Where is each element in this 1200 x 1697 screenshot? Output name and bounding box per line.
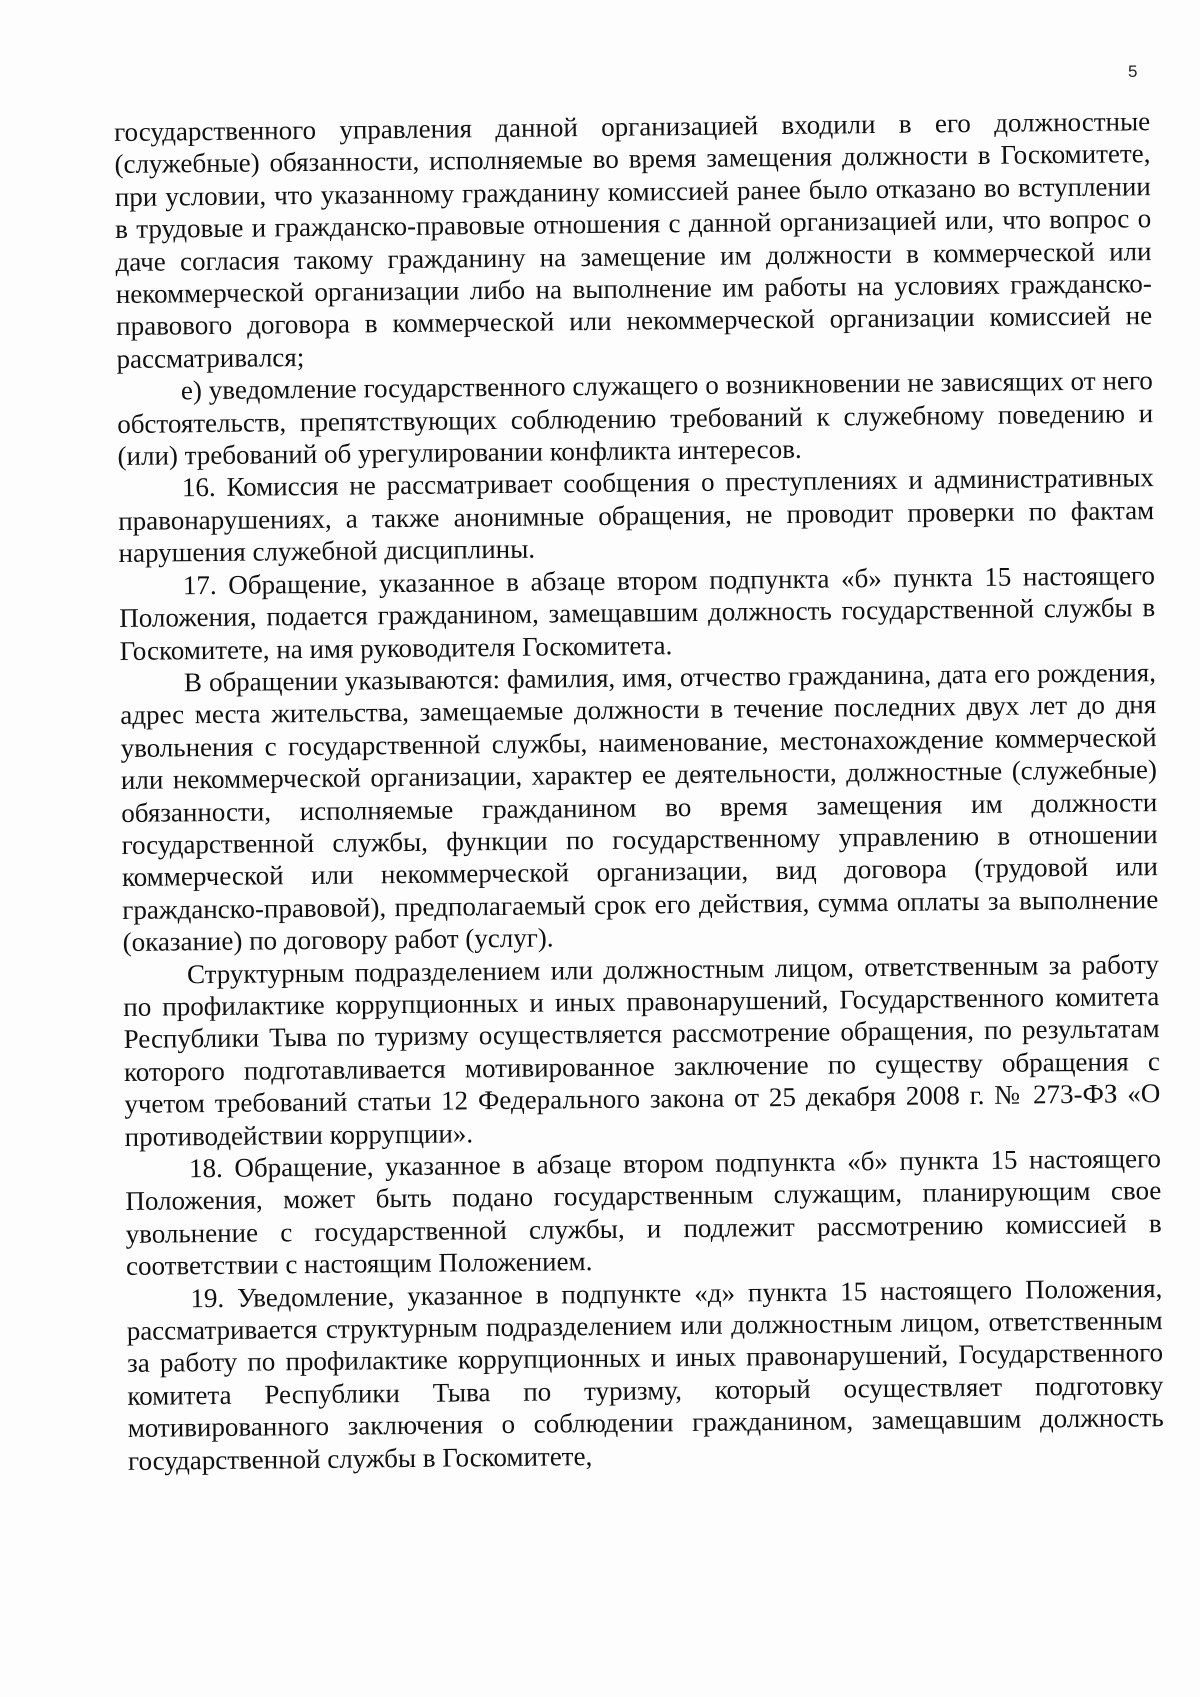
paragraph-19: 19. Уведомление, указанное в подпункте «д» пункта 15 настоящего Положения, рассматривается структурным подразделением или должностным лицом, ответственным за работу по профилактике коррупционных и иных правонарушений, Государственного комитета Республики Тыва по туризму, который осуществляет подготовку мотивированного заключения о соблюдении гражданином, замещавшим должность государственной службы в Госкомитете, <box>126 1272 1164 1476</box>
paragraph-17-review: Структурным подразделением или должностным лицом, ответственным за работу по профилактике коррупционных и иных правонарушений, Государственного комитета Республики Тыва по туризму осуществляется рассмотрение обращения, по результатам которого подготавливается мотивированное заключение по существу обращения с учетом требований статьи 12 Федерального закона от 25 декабря 2008 г. № 273-ФЗ «О противодействии коррупции». <box>123 948 1161 1152</box>
paragraph-item-e: е) уведомление государственного служащего о возникновении не зависящих от него обстоятельств, препятствующих соблюдению требований к служебному поведению и (или) требований об урегулировании конфликта интересов. <box>117 365 1154 472</box>
paragraph-17-request-contents: В обращении указываются: фамилия, имя, отчество гражданина, дата его рождения, адрес места жительства, замещаемые должности в течение последних двух лет до дня увольнения с государственной службы, наименование, местонахождение коммерческой или некоммерческой организации, характер ее деятельности, должностные (служебные) обязанности, исполняемые гражданином во время замещения им должности государственной службы, функции по государственному управлению в отношении коммерческой или некоммерческой организации, вид договора (трудовой или гражданско-правовой), предполагаемый срок его действия, сумма оплаты за выполнение (оказание) по договору работ (услуг). <box>120 657 1159 958</box>
paragraph-16: 16. Комиссия не рассматривает сообщения о преступлениях и административных правонарушениях, а также анонимные обращения, не проводит проверки по фактам нарушения служебной дисциплины. <box>118 462 1155 569</box>
paragraph-18: 18. Обращение, указанное в абзаце втором подпункта «б» пункта 15 настоящего Положения, может быть подано государственным служащим, планирующим свое увольнение с государственной службы, и подлежит рассмотрению комиссией в соответствии с настоящим Положением. <box>125 1143 1162 1282</box>
paragraph-17: 17. Обращение, указанное в абзаце втором подпункта «б» пункта 15 настоящего Положения, подается гражданином, замещавшим должность государственной службы в Госкомитете, на имя руководителя Госкомитета. <box>119 559 1156 666</box>
document-body <box>114 105 1164 1477</box>
paragraph-continuation: государственного управления данной организацией входили в его должностные (служебные) обязанности, исполняемые во время замещения должности в Госкомитете, при условии, что указанному гражданину комиссией ранее было отказано во вступлении в трудовые и гражданско-правовые отношения с данной организацией или, что вопрос о даче согласия такому гражданину на замещение им должности в коммерческой или некоммерческой организации либо на выполнение им работы на условиях гражданско-правового договора в коммерческой или некоммерческой организации комиссией не рассматривался; <box>114 106 1153 374</box>
page-number: 5 <box>1128 62 1138 81</box>
